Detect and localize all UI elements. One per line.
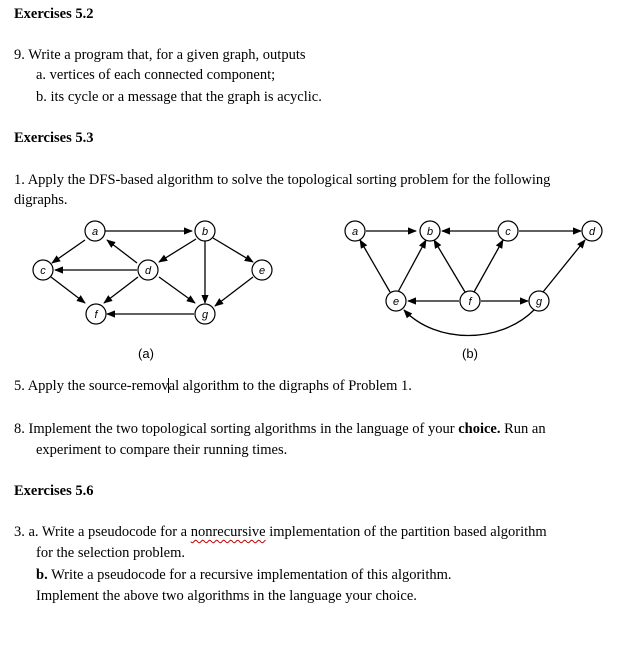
- graph-a-label-c: c: [40, 265, 46, 277]
- caption-a: (a): [138, 346, 154, 361]
- edge-e-a: [360, 240, 390, 292]
- exercise-3b-text: Write a pseudocode for a recursive implementation of this algorithm.: [47, 567, 452, 583]
- exercise-1-line1: 1. Apply the DFS-based algorithm to solve the topological sorting problem for the following: [14, 172, 551, 188]
- graph-a-label-d: d: [144, 265, 152, 277]
- graph-a-label-b: b: [201, 226, 209, 238]
- graph-b-edges: [360, 231, 585, 336]
- graph-a-label-g: g: [201, 309, 209, 321]
- graph-a-label-a: a: [91, 226, 99, 238]
- exercise-5: [14, 378, 412, 395]
- exercise-9-stem: 9. Write a program that, for a given graph, outputs: [14, 47, 306, 63]
- graph-b-label-e: e: [392, 296, 400, 308]
- exercise-3a-text-start: 3. a. Write a pseudocode for a: [14, 524, 191, 540]
- graph-b-label-g: g: [535, 296, 543, 308]
- graph-b-label-f: f: [468, 296, 472, 308]
- exercise-3b-label: b.: [36, 567, 48, 583]
- edge-d-f: [104, 277, 138, 303]
- edge-g-d: [543, 240, 585, 292]
- exercise-5-text-start: 5. Apply the source-remov: [14, 378, 169, 394]
- section-heading-5-2: Exercises 5.2: [14, 6, 94, 22]
- edge-c-f: [51, 277, 85, 303]
- edge-d-a: [107, 240, 137, 263]
- exercise-3a-line2: for the selection problem.: [36, 545, 185, 561]
- edge-f-c: [474, 240, 503, 292]
- caption-b: (b): [462, 346, 478, 361]
- edge-f-b: [434, 240, 465, 292]
- edge-e-g: [215, 277, 253, 306]
- spellcheck-flagged-word[interactable]: nonrecursive: [190, 524, 266, 540]
- graph-b-label-a: a: [351, 226, 359, 238]
- exercise-3-implement: Implement the above two algorithms in the language your choice.: [36, 588, 417, 604]
- exercise-8-bold-word: choice.: [458, 421, 501, 437]
- exercise-8-text-end: Run an: [500, 421, 546, 437]
- graph-a-label-e: e: [258, 265, 266, 277]
- exercise-9-part-b: b. its cycle or a message that the graph is acyclic.: [36, 89, 322, 105]
- exercise-9-part-a: a. vertices of each connected component;: [36, 67, 276, 83]
- edge-b-e: [213, 238, 253, 262]
- section-heading-5-6: Exercises 5.6: [14, 483, 94, 499]
- edge-a-c: [52, 240, 85, 263]
- exercise-3b: [36, 567, 452, 584]
- graph-b-label-d: d: [588, 226, 596, 238]
- exercise-3a-text-end: implementation of the partition based algorithm: [265, 524, 547, 540]
- exercise-8-line1: [14, 421, 546, 438]
- exercise-8-text-start: 8. Implement the two topological sorting algorithms in the language of your: [14, 421, 459, 437]
- exercise-8-line2: experiment to compare their running times.: [36, 442, 288, 458]
- graph-b-label-b: b: [426, 226, 434, 238]
- exercise-1-line2: digraphs.: [14, 192, 68, 208]
- graph-b-label-c: c: [505, 226, 511, 238]
- section-heading-5-3: Exercises 5.3: [14, 130, 94, 146]
- edge-g-e: [404, 310, 534, 336]
- graph-a-label-f: f: [94, 309, 98, 321]
- edge-b-d: [159, 239, 196, 262]
- exercise-3a-line1: [14, 524, 547, 541]
- exercise-5-text-end: al algorithm to the digraphs of Problem 1.: [168, 378, 412, 394]
- edge-d-g: [159, 277, 195, 303]
- edge-e-b: [398, 240, 426, 292]
